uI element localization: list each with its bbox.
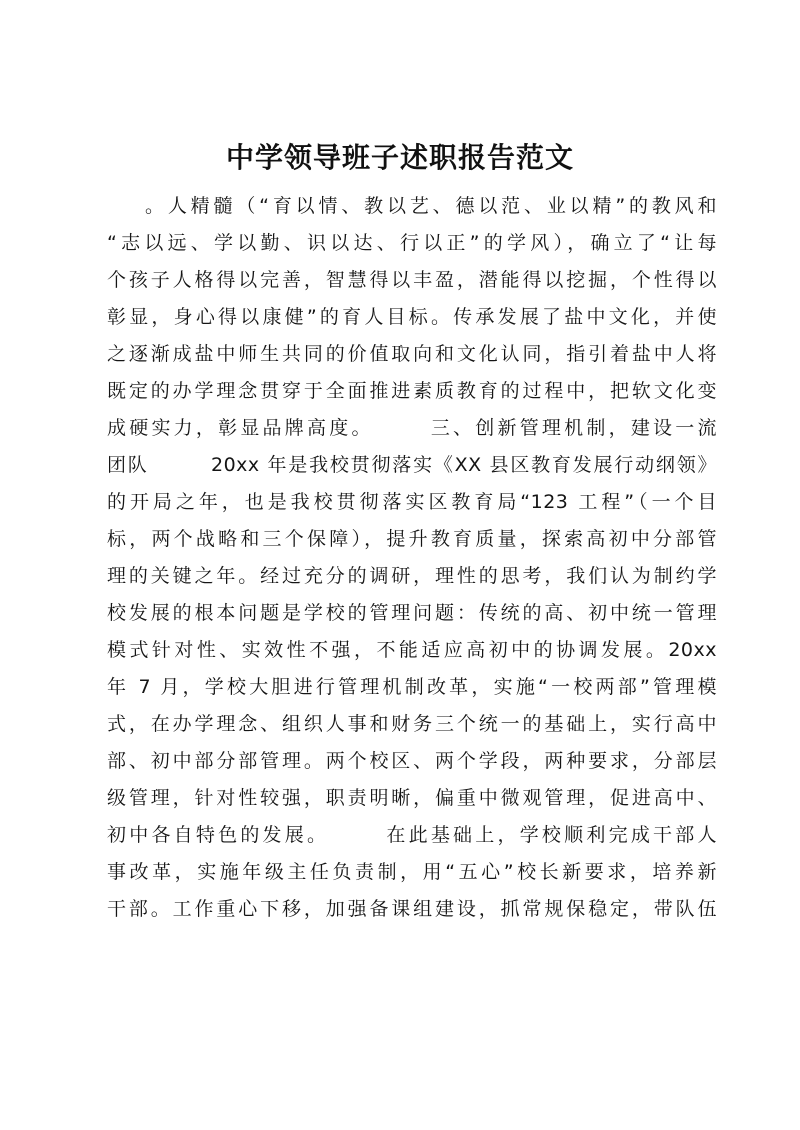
text-line: 既定的办学理念贯穿于全面推进素质教育的过程中，把软文化变: [107, 380, 717, 402]
text-line: 校发展的根本问题是学校的管理问题：传统的高、初中统一管理: [107, 602, 717, 624]
text-line: 理的关键之年。经过充分的调研，理性的思考，我们认为制约学: [107, 565, 717, 587]
text-line: 团队 20xx 年是我校贯彻落实《XX 县区教育发展行动纲领》: [107, 454, 717, 476]
text-line: 式，在办学理念、组织人事和财务三个统一的基础上，实行高中: [107, 713, 717, 735]
text-line: 的开局之年，也是我校贯彻落实区教育局“123 工程”（一个目: [107, 491, 717, 513]
text-line: 级管理，针对性较强，职责明晰，偏重中微观管理，促进高中、: [107, 787, 717, 809]
document-body: [107, 188, 717, 928]
text-line: 干部。工作重心下移，加强备课组建设，抓常规保稳定，带队伍: [107, 898, 717, 920]
text-line: 个孩子人格得以完善，智慧得以丰盈，潜能得以挖掘，个性得以: [107, 269, 717, 291]
text-line: 标，两个战略和三个保障），提升教育质量，探索高初中分部管: [107, 528, 717, 550]
text-line: 彰显，身心得以康健”的育人目标。传承发展了盐中文化，并使: [107, 306, 717, 328]
text-line: 事改革，实施年级主任负责制，用“五心”校长新要求，培养新: [107, 861, 717, 883]
text-line: 部、初中部分部管理。两个校区、两个学段，两种要求，分部层: [107, 750, 717, 772]
text-line: 年 7 月，学校大胆进行管理机制改革，实施“一校两部”管理模: [107, 676, 717, 698]
document-title: 中学领导班子述职报告范文: [225, 141, 574, 174]
text-line: 初中各自特色的发展。 在此基础上，学校顺利完成干部人: [107, 824, 717, 846]
text-line: 模式针对性、实效性不强，不能适应高初中的协调发展。20xx: [107, 639, 717, 661]
text-line: 成硬实力，彰显品牌高度。 三、创新管理机制，建设一流: [107, 417, 717, 439]
text-line: 。人精髓（“育以情、教以艺、德以范、业以精”的教风和: [145, 195, 717, 217]
text-line: 之逐渐成盐中师生共同的价值取向和文化认同，指引着盐中人将: [107, 343, 717, 365]
text-line: “志以远、学以勤、识以达、行以正”的学风），确立了“让每: [107, 232, 717, 254]
